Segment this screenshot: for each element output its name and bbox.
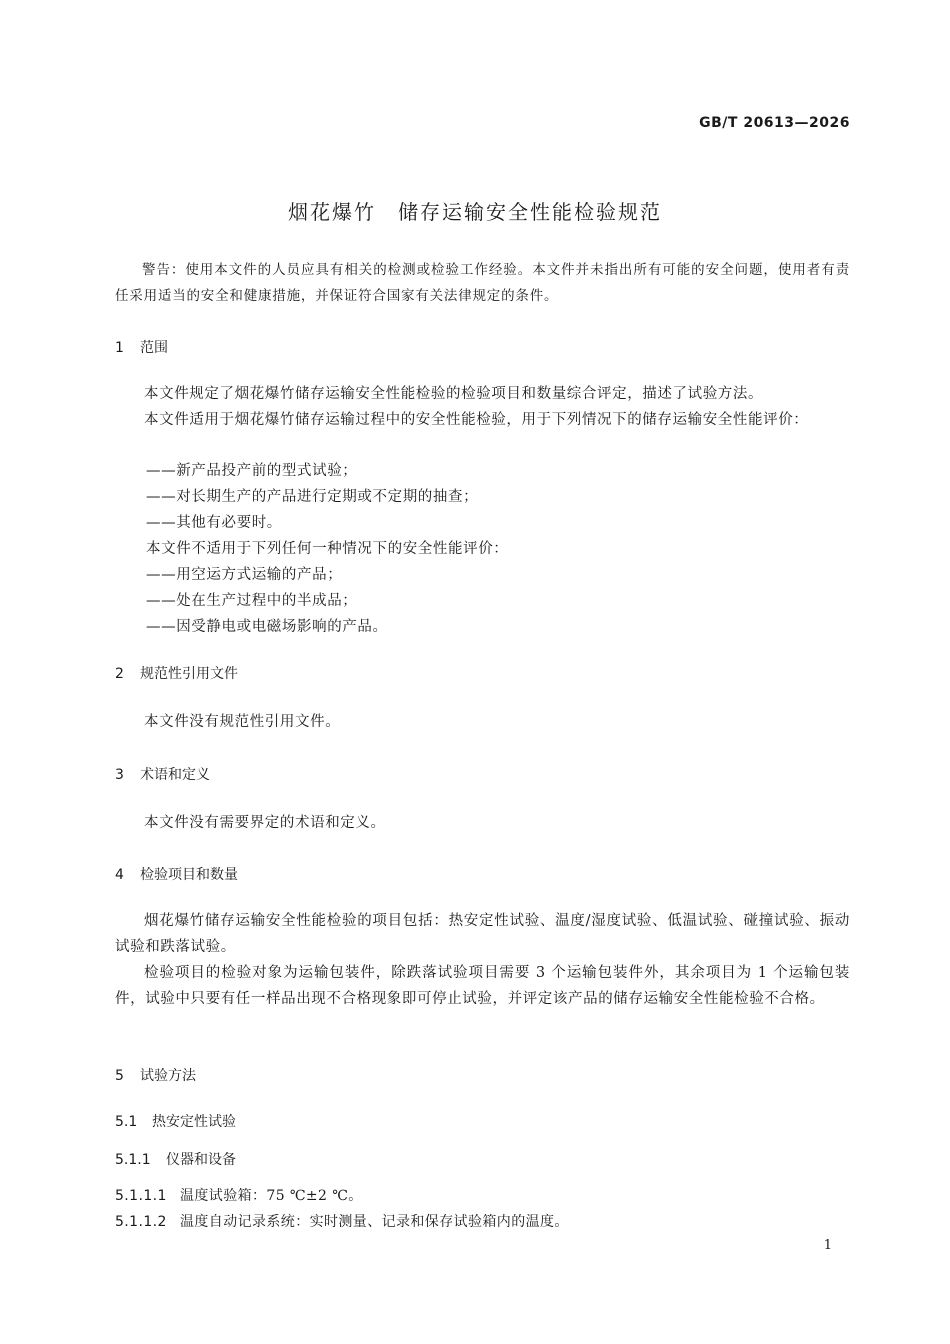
list-item: ——其他有必要时。 bbox=[146, 515, 282, 531]
warning-paragraph: 警告：使用本文件的人员应具有相关的检测或检验工作经验。本文件并未指出所有可能的安全问题，使用者有责任采用适当的安全和健康措施，并保证符合国家有关法律规定的条件。 bbox=[115, 262, 850, 304]
section-number: 3 bbox=[115, 767, 124, 783]
section-number: 5.1 bbox=[115, 1114, 138, 1130]
list-item: ——处在生产过程中的半成品； bbox=[146, 593, 358, 609]
scope-paragraph-2: 本文件适用于烟花爆竹储存运输过程中的安全性能检验，用于下列情况下的储存运输安全性能评价： bbox=[144, 412, 809, 428]
section-title: 规范性引用文件 bbox=[140, 666, 238, 682]
clause-5-1-1-1 bbox=[115, 1185, 363, 1205]
list-item: ——对长期生产的产品进行定期或不定期的抽查； bbox=[146, 489, 479, 505]
page-number: 1 bbox=[823, 1238, 832, 1253]
section-title: 热安定性试验 bbox=[152, 1114, 236, 1130]
section-3-heading bbox=[115, 764, 210, 784]
section-title: 试验方法 bbox=[140, 1068, 196, 1084]
clause-text: 温度自动记录系统：实时测量、记录和保存试验箱内的温度。 bbox=[180, 1214, 569, 1230]
section-title: 仪器和设备 bbox=[166, 1152, 236, 1168]
section-title: 范围 bbox=[140, 340, 168, 356]
list-item: ——新产品投产前的型式试验； bbox=[146, 463, 358, 479]
section-5-heading bbox=[115, 1065, 196, 1085]
section-1-heading bbox=[115, 337, 168, 357]
list-item: ——因受静电或电磁场影响的产品。 bbox=[146, 619, 388, 635]
inspection-items-paragraph: 烟花爆竹储存运输安全性能检验的项目包括：热安定性试验、温度/湿度试验、低温试验、碰撞试验、振动试验和跌落试验。 bbox=[115, 913, 850, 955]
clause-number: 5.1.1.2 bbox=[115, 1214, 167, 1230]
inspection-quantity-paragraph: 检验项目的检验对象为运输包装件，除跌落试验项目需要 3 个运输包装件外，其余项目为 1 个运输包装件，试验中只要有任一样品出现不合格现象即可停止试验，并评定该产品的储存运输安全性能检验不合格。 bbox=[115, 965, 850, 1007]
subsection-5-1-heading bbox=[115, 1111, 236, 1131]
clause-number: 5.1.1.1 bbox=[115, 1188, 167, 1204]
clause-text: 温度试验箱：75 ℃±2 ℃。 bbox=[180, 1188, 363, 1204]
section-number: 5.1.1 bbox=[115, 1152, 151, 1168]
normative-references-paragraph: 本文件没有规范性引用文件。 bbox=[144, 714, 341, 730]
section-number: 2 bbox=[115, 666, 124, 682]
section-2-heading bbox=[115, 663, 238, 683]
section-number: 1 bbox=[115, 340, 124, 356]
subsection-5-1-1-heading bbox=[115, 1149, 236, 1169]
section-number: 4 bbox=[115, 867, 124, 883]
terms-paragraph: 本文件没有需要界定的术语和定义。 bbox=[144, 815, 386, 831]
scope-paragraph-3: 本文件不适用于下列任何一种情况下的安全性能评价： bbox=[146, 541, 509, 557]
section-number: 5 bbox=[115, 1068, 124, 1084]
section-4-heading bbox=[115, 864, 238, 884]
standard-number: GB/T 20613—2026 bbox=[699, 115, 850, 131]
section-title: 检验项目和数量 bbox=[140, 867, 238, 883]
list-item: ——用空运方式运输的产品； bbox=[146, 567, 343, 583]
clause-5-1-1-2 bbox=[115, 1211, 569, 1231]
scope-paragraph-1: 本文件规定了烟花爆竹储存运输安全性能检验的检验项目和数量综合评定，描述了试验方法。 bbox=[144, 386, 764, 402]
section-title: 术语和定义 bbox=[140, 767, 210, 783]
document-title: 烟花爆竹 储存运输安全性能检验规范 bbox=[288, 200, 662, 224]
